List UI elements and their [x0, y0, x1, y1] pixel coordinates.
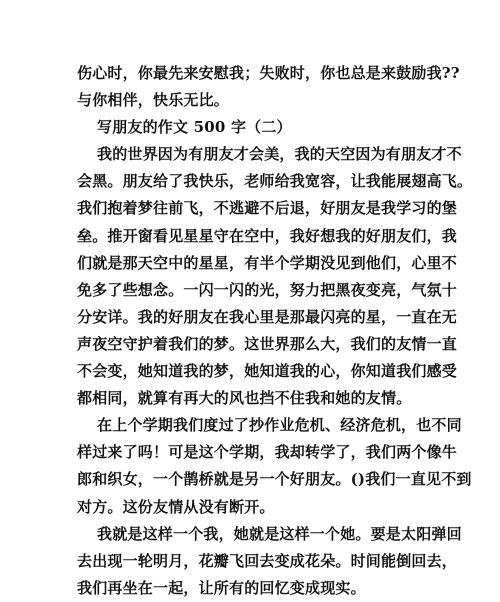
section-heading: 写朋友的作文 500 字（二）: [97, 118, 292, 137]
text-line: 对方。这份友情从没有断开。: [77, 497, 275, 516]
text-line: 我们再坐在一起，让所有的回忆变成现实。: [77, 578, 366, 597]
text-line: 声夜空守护着我们的梦。这世界那么大，我们的友情一直: [77, 334, 458, 353]
text-line: 在上个学期我们度过了抄作业危机、经济危机，也不同: [97, 416, 462, 435]
text-line: 去出现一轮明月，花瓣飞回去变成花朵。时间能倒回去，: [77, 551, 458, 570]
text-line: 不会变，她知道我的梦，她知道我的心，你知道我们感受: [77, 362, 458, 381]
text-line: 我的世界因为有朋友才会美，我的天空因为有朋友才不: [97, 145, 462, 164]
text-line: 伤心时，你最先来安慰我；失败时，你也总是来鼓励我??: [77, 64, 460, 82]
text-line: 样过来了吗！可是这个学期，我却转学了，我们两个像牛: [77, 443, 458, 462]
essay-text-block: [77, 60, 473, 602]
text-line: 都相同，就算有再大的风也挡不住我和她的友情。: [77, 389, 412, 408]
text-line: 会黑。朋友给了我快乐，老师给我宽容，让我能展翅高飞。: [77, 172, 473, 191]
text-line: 与你相伴，快乐无比。: [77, 91, 230, 110]
text-line: 免多了些想念。一闪一闪的光，努力把黑夜变亮，气氛十: [77, 280, 458, 299]
text-line: 郎和织女，一个鹊桥就是另一个好朋友。()我们一直见不到: [77, 470, 472, 489]
text-line: 分安详。我的好朋友在我心里是那最闪亮的星，一直在无: [77, 307, 458, 326]
text-line: 们就是那天空中的星星，有半个学期没见到他们，心里不: [77, 253, 458, 272]
text-line: 垒。推开窗看见星星守在空中，我好想我的好朋友们，我: [77, 226, 458, 245]
text-line: 我就是这样一个我，她就是这样一个她。要是太阳弹回: [97, 524, 462, 543]
text-line: 我们抱着梦往前飞，不逃避不后退，好朋友是我学习的堡: [77, 199, 458, 218]
